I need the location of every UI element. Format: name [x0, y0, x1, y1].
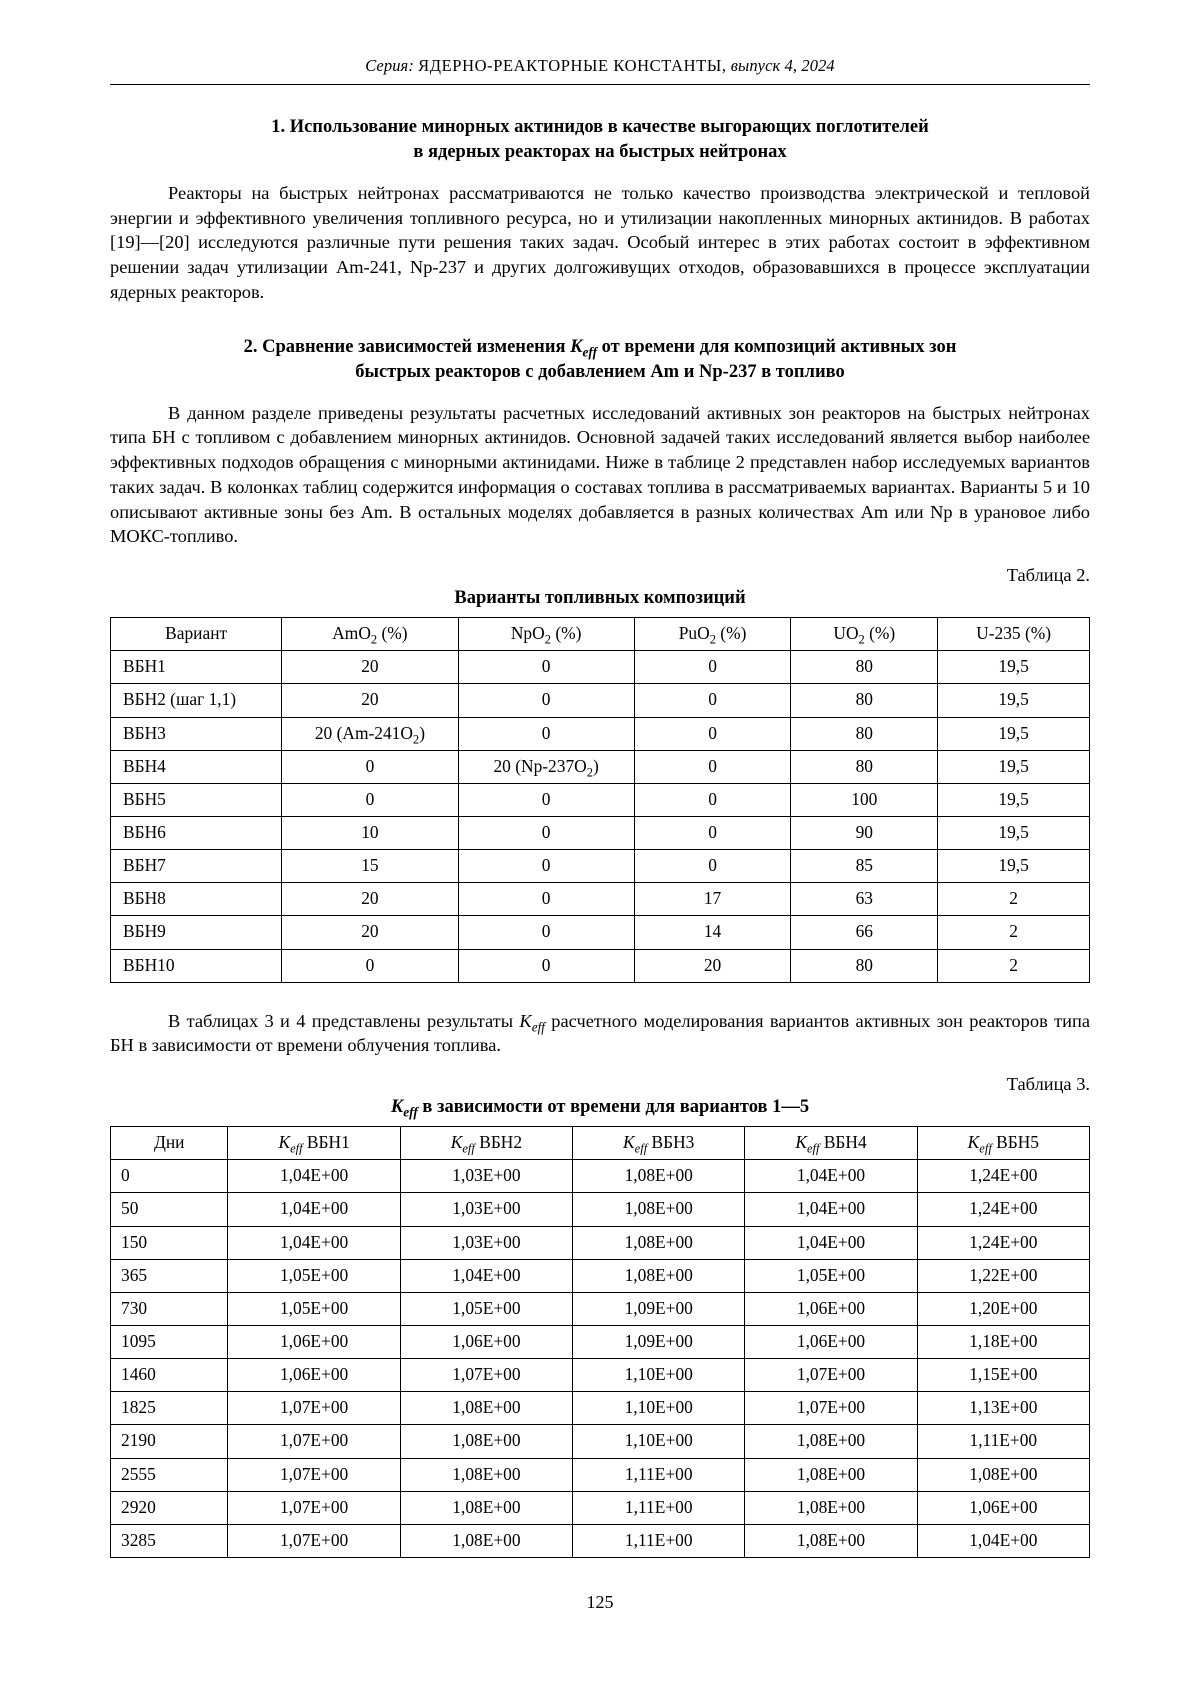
row-label-cell: 1095 — [111, 1326, 228, 1359]
data-cell: 1,03Е+00 — [400, 1160, 572, 1193]
data-cell: 0 — [282, 750, 458, 783]
section-2-title-keff-sub: eff — [582, 344, 598, 360]
row-label-cell: 730 — [111, 1292, 228, 1325]
middle-paragraph-keff-sub: eff — [531, 1019, 545, 1035]
data-cell: 1,04Е+00 — [228, 1226, 400, 1259]
section-2-title-line2: быстрых реакторов с добавлением Am и Np-237 в топливо — [355, 361, 845, 382]
data-cell: 0 — [458, 916, 634, 949]
table-2-caption: Варианты топливных композиций — [454, 588, 746, 609]
data-cell: 1,04Е+00 — [228, 1160, 400, 1193]
data-cell: 1,11Е+00 — [917, 1425, 1089, 1458]
table-row — [111, 1425, 1090, 1458]
data-cell: 0 — [282, 783, 458, 816]
table-3-header-cell: $K_{eff}$ ВБН3 — [573, 1127, 745, 1160]
data-cell: 80 — [791, 750, 938, 783]
data-cell: 1,07Е+00 — [228, 1524, 400, 1557]
row-label-cell: 3285 — [111, 1524, 228, 1557]
data-cell: 0 — [458, 717, 634, 750]
data-cell: 1,07Е+00 — [228, 1491, 400, 1524]
header-divider — [110, 84, 1090, 85]
table-row — [111, 684, 1090, 717]
data-cell: 0 — [634, 684, 791, 717]
spacer — [110, 983, 1090, 1009]
data-cell: 1,08Е+00 — [745, 1425, 917, 1458]
data-cell: 17 — [634, 883, 791, 916]
data-cell: 1,10Е+00 — [573, 1425, 745, 1458]
data-cell: 1,11Е+00 — [573, 1491, 745, 1524]
data-cell: 1,11Е+00 — [573, 1458, 745, 1491]
data-cell: 1,04Е+00 — [228, 1193, 400, 1226]
row-label-cell: ВБН2 (шаг 1,1) — [111, 684, 282, 717]
data-cell: 2 — [938, 916, 1090, 949]
middle-paragraph-part-a: В таблицах 3 и 4 представлены результаты — [168, 1010, 520, 1031]
middle-paragraph — [110, 1009, 1090, 1059]
data-cell: 1,05Е+00 — [745, 1259, 917, 1292]
data-cell: 1,03Е+00 — [400, 1193, 572, 1226]
data-cell: 0 — [634, 783, 791, 816]
page-number: 125 — [586, 1592, 614, 1612]
data-cell: 1,24Е+00 — [917, 1226, 1089, 1259]
data-cell: 1,07Е+00 — [400, 1359, 572, 1392]
data-cell: 1,10Е+00 — [573, 1359, 745, 1392]
table-3-label: Таблица 3. — [1006, 1074, 1090, 1095]
table-row — [111, 850, 1090, 883]
row-label-cell: ВБН4 — [111, 750, 282, 783]
table-row — [111, 1458, 1090, 1491]
data-cell: 20 — [634, 949, 791, 982]
table-2-header-u235: U-235 (%) — [976, 623, 1052, 644]
table-3-header-days — [111, 1127, 228, 1160]
table-2-label: Таблица 2. — [1006, 565, 1090, 586]
table-row — [111, 750, 1090, 783]
table-3-header-days-label: Дни — [153, 1132, 185, 1153]
data-cell: 1,08Е+00 — [400, 1524, 572, 1557]
data-cell: 19,5 — [938, 850, 1090, 883]
data-cell: 1,15Е+00 — [917, 1359, 1089, 1392]
running-head-series-name: ЯДЕРНО-РЕАКТОРНЫЕ КОНСТАНТЫ, — [418, 56, 727, 75]
row-label-cell: 2920 — [111, 1491, 228, 1524]
data-cell: 14 — [634, 916, 791, 949]
table-row — [111, 651, 1090, 684]
data-cell: 1,04Е+00 — [745, 1160, 917, 1193]
data-cell: 1,18Е+00 — [917, 1326, 1089, 1359]
table-row — [111, 949, 1090, 982]
data-cell: 1,24Е+00 — [917, 1160, 1089, 1193]
row-label-cell: ВБН5 — [111, 783, 282, 816]
table-3-header-cell: $K_{eff}$ ВБН1 — [228, 1127, 400, 1160]
data-cell: 1,07Е+00 — [745, 1392, 917, 1425]
data-cell: 90 — [791, 816, 938, 849]
data-cell: 0 — [282, 949, 458, 982]
data-cell: 0 — [634, 750, 791, 783]
data-cell: 1,08Е+00 — [400, 1458, 572, 1491]
data-cell: 1,05Е+00 — [228, 1259, 400, 1292]
data-cell: 1,08Е+00 — [745, 1491, 917, 1524]
data-cell: 0 — [634, 651, 791, 684]
table-2-header-cell: NpO$_2$ (%) — [458, 618, 634, 651]
data-cell: 1,04Е+00 — [745, 1226, 917, 1259]
row-label-cell: 2190 — [111, 1425, 228, 1458]
data-cell: 1,08Е+00 — [917, 1458, 1089, 1491]
data-cell: 0 — [458, 850, 634, 883]
data-cell: 0 — [458, 949, 634, 982]
row-label-cell: ВБН3 — [111, 717, 282, 750]
row-label-cell: ВБН7 — [111, 850, 282, 883]
table-3-header-cell: $K_{eff}$ ВБН4 — [745, 1127, 917, 1160]
table-3-header-cell: $K_{eff}$ ВБН5 — [917, 1127, 1089, 1160]
data-cell: 20 $(Np-237O_2)$ — [458, 750, 634, 783]
data-cell: 20 — [282, 684, 458, 717]
data-cell: 0 — [458, 684, 634, 717]
table-header-row — [111, 1127, 1090, 1160]
section-2-title-part-b: от времени для композиций активных зон — [597, 336, 957, 357]
running-head-series-label: Серия: — [365, 56, 414, 75]
section-1-title-line2: в ядерных реакторах на быстрых нейтронах — [413, 141, 787, 162]
data-cell: 80 — [791, 949, 938, 982]
data-cell: 19,5 — [938, 651, 1090, 684]
data-cell: 1,04Е+00 — [400, 1259, 572, 1292]
table-row — [111, 1160, 1090, 1193]
middle-paragraph-keff: K — [519, 1010, 532, 1031]
data-cell: 1,06Е+00 — [400, 1326, 572, 1359]
table-row — [111, 1359, 1090, 1392]
data-cell: 100 — [791, 783, 938, 816]
data-cell: 1,08Е+00 — [745, 1458, 917, 1491]
table-3-caption-text: в зависимости от времени для вариантов 1—5 — [417, 1097, 810, 1118]
data-cell: 1,03Е+00 — [400, 1226, 572, 1259]
data-cell: 1,08Е+00 — [400, 1491, 572, 1524]
data-cell: 1,05Е+00 — [400, 1292, 572, 1325]
data-cell: 1,08Е+00 — [573, 1226, 745, 1259]
row-label-cell: 1825 — [111, 1392, 228, 1425]
keff-time-table — [110, 1126, 1090, 1558]
row-label-cell: 2555 — [111, 1458, 228, 1491]
data-cell: 1,13Е+00 — [917, 1392, 1089, 1425]
data-cell: 63 — [791, 883, 938, 916]
table-row — [111, 1292, 1090, 1325]
row-label-cell: 1460 — [111, 1359, 228, 1392]
table-row — [111, 1392, 1090, 1425]
data-cell: 80 — [791, 684, 938, 717]
data-cell: 80 — [791, 717, 938, 750]
section-1-title-line1: 1. Использование минорных актинидов в качестве выгорающих поглотителей — [271, 117, 929, 137]
data-cell: 19,5 — [938, 684, 1090, 717]
data-cell: 20 — [282, 916, 458, 949]
data-cell: 1,09Е+00 — [573, 1292, 745, 1325]
table-row — [111, 717, 1090, 750]
table-2-header-cell: $UO_2$ (%) — [791, 618, 938, 651]
row-label-cell: 365 — [111, 1259, 228, 1292]
data-cell: 1,07Е+00 — [228, 1458, 400, 1491]
section-2-title-part-a: 2. Сравнение зависимостей изменения — [243, 336, 571, 357]
table-2-header-variant: Вариант — [165, 623, 228, 644]
data-cell: 2 — [938, 949, 1090, 982]
data-cell: 0 — [634, 850, 791, 883]
middle-paragraph-part-b: расчетного моделирования вариантов активных зон реакторов типа БН в зависимости от времени облучения топлива. — [110, 1010, 1090, 1056]
data-cell: 1,22Е+00 — [917, 1259, 1089, 1292]
data-cell: 0 — [458, 816, 634, 849]
data-cell: 1,11Е+00 — [573, 1524, 745, 1557]
row-label-cell: ВБН10 — [111, 949, 282, 982]
table-row — [111, 1259, 1090, 1292]
table-2-header-cell: PuO$_2$ (%) — [634, 618, 791, 651]
data-cell: 1,07Е+00 — [228, 1425, 400, 1458]
data-cell: 85 — [791, 850, 938, 883]
data-cell: 1,20Е+00 — [917, 1292, 1089, 1325]
section-1-paragraph: Реакторы на быстрых нейтронах рассматриваются не только качество производства электрической и тепловой энергии и эффективного увеличения топливного ресурса, но и утилизации накопленных минорных актинидов. В работах [19]—[20] исследуются различные пути решения таких задач. Особый интерес в этих работах состоит в эффективном решении задач утилизации Am-241, Np-237 и других долгоживущих отходов, образовавшихся в процессе эксплуатации ядерных реакторов. — [110, 182, 1090, 302]
data-cell: 1,06Е+00 — [228, 1326, 400, 1359]
fuel-composition-table — [110, 617, 1090, 983]
section-2-title-keff: K — [570, 336, 583, 357]
data-cell: 80 — [791, 651, 938, 684]
row-label-cell: ВБН8 — [111, 883, 282, 916]
data-cell: 1,09Е+00 — [573, 1326, 745, 1359]
data-cell: 1,08Е+00 — [573, 1259, 745, 1292]
table-row — [111, 1193, 1090, 1226]
data-cell: 2 — [938, 883, 1090, 916]
section-2-title — [110, 335, 1090, 385]
table-row — [111, 1491, 1090, 1524]
data-cell: 1,06Е+00 — [917, 1491, 1089, 1524]
table-3-caption-keff-sub: eff — [403, 1104, 418, 1120]
data-cell: 0 — [458, 651, 634, 684]
data-cell: 1,07Е+00 — [745, 1359, 917, 1392]
data-cell: 19,5 — [938, 717, 1090, 750]
data-cell: 0 — [634, 717, 791, 750]
table-2-header-cell — [111, 618, 282, 651]
data-cell: 10 — [282, 816, 458, 849]
data-cell: 1,04Е+00 — [917, 1524, 1089, 1557]
running-head-issue: выпуск 4, 2024 — [730, 56, 835, 75]
table-2-header-cell: AmO$_2$ (%) — [282, 618, 458, 651]
data-cell: 20 $(Am-241O_2)$ — [282, 717, 458, 750]
table-3-caption-keff: K — [390, 1097, 404, 1118]
data-cell: 1,05Е+00 — [228, 1292, 400, 1325]
data-cell: 1,06Е+00 — [745, 1292, 917, 1325]
table-row — [111, 783, 1090, 816]
table-row — [111, 816, 1090, 849]
data-cell: 19,5 — [938, 750, 1090, 783]
data-cell: 1,06Е+00 — [228, 1359, 400, 1392]
table-3-header-cell: $K_{eff}$ ВБН2 — [400, 1127, 572, 1160]
row-label-cell: 0 — [111, 1160, 228, 1193]
data-cell: 0 — [634, 816, 791, 849]
table-3-caption — [110, 1097, 1090, 1118]
data-cell: 19,5 — [938, 783, 1090, 816]
table-2-header-cell — [938, 618, 1090, 651]
data-cell: 1,08Е+00 — [400, 1392, 572, 1425]
data-cell: 0 — [458, 783, 634, 816]
row-label-cell: ВБН6 — [111, 816, 282, 849]
row-label-cell: 150 — [111, 1226, 228, 1259]
table-row — [111, 916, 1090, 949]
table-row — [111, 1326, 1090, 1359]
data-cell: 1,10Е+00 — [573, 1392, 745, 1425]
row-label-cell: ВБН9 — [111, 916, 282, 949]
data-cell: 15 — [282, 850, 458, 883]
data-cell: 1,08Е+00 — [400, 1425, 572, 1458]
spacer — [110, 321, 1090, 335]
table-row — [111, 1226, 1090, 1259]
data-cell: 0 — [458, 883, 634, 916]
table-row — [111, 1524, 1090, 1557]
data-cell: 1,24Е+00 — [917, 1193, 1089, 1226]
section-1-title — [110, 115, 1090, 165]
data-cell: 1,08Е+00 — [573, 1160, 745, 1193]
table-row — [111, 883, 1090, 916]
data-cell: 19,5 — [938, 816, 1090, 849]
section-2-paragraph: В данном разделе приведены результаты расчетных исследований активных зон реакторов на быстрых нейтронах типа БН с топливом с добавлением минорных актинидов. Основной задачей таких исследований является выбор наиболее эффективных подходов обращения с минорными актинидами. Ниже в таблице 2 представлен набор исследуемых вариантов таких задач. В колонках таблиц содержится информация о составах топлива в рассматриваемых вариантах. Варианты 5 и 10 описывают активные зоны без Am. В остальных моделях добавляется в разных количествах Am или Np в урановое либо МОКС-топливо. — [110, 402, 1090, 547]
data-cell: 66 — [791, 916, 938, 949]
running-head — [110, 56, 1090, 84]
data-cell: 1,06Е+00 — [745, 1326, 917, 1359]
data-cell: 20 — [282, 651, 458, 684]
data-cell: 20 — [282, 883, 458, 916]
data-cell: 1,08Е+00 — [745, 1524, 917, 1557]
table-header-row — [111, 618, 1090, 651]
row-label-cell: 50 — [111, 1193, 228, 1226]
row-label-cell: ВБН1 — [111, 651, 282, 684]
data-cell: 1,04Е+00 — [745, 1193, 917, 1226]
data-cell: 1,08Е+00 — [573, 1193, 745, 1226]
data-cell: 1,07Е+00 — [228, 1392, 400, 1425]
